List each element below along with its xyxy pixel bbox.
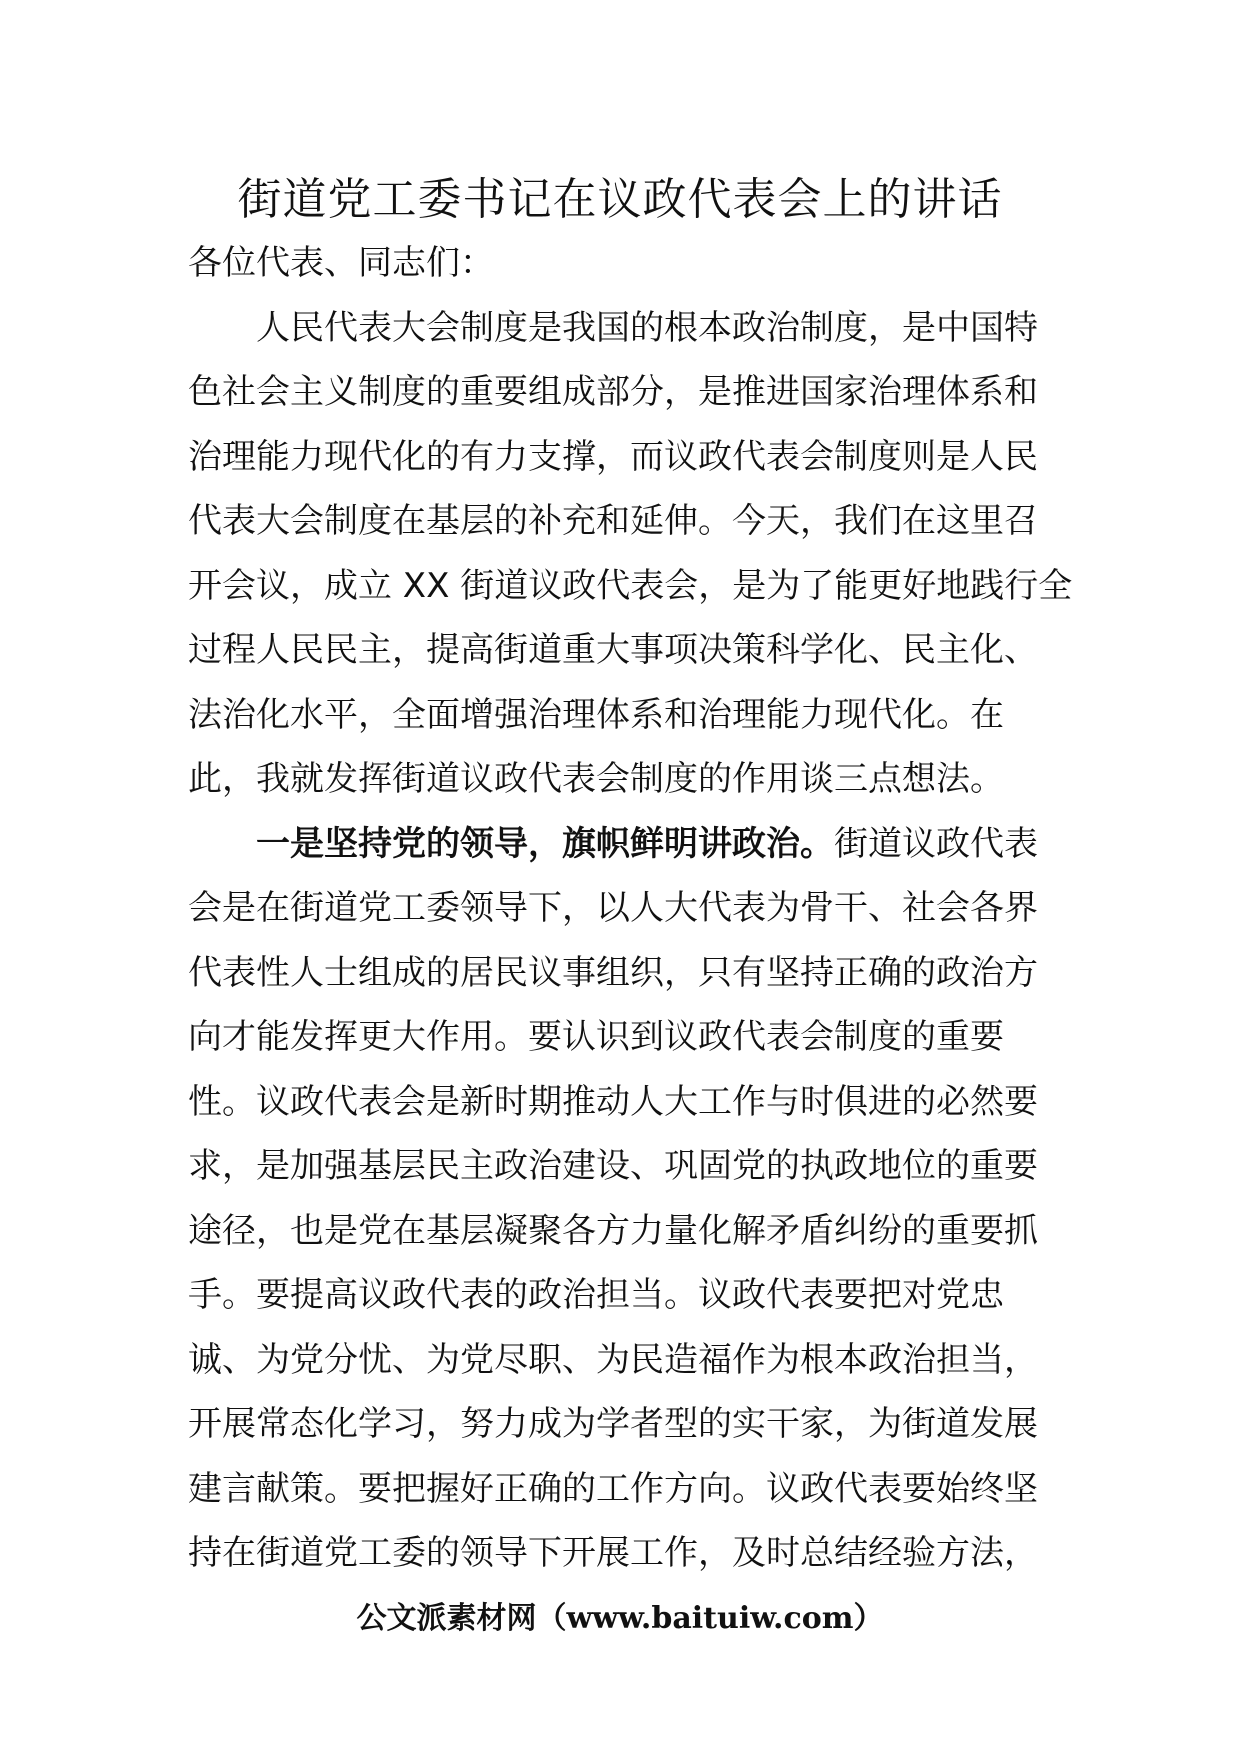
document-title: 街道党工委书记在议政代表会上的讲话 [237, 174, 1003, 225]
paragraph-line: 过程人民民主，提高街道重大事项决策科学化、民主化、 [188, 630, 1038, 670]
document-body [188, 231, 1073, 1586]
paragraph-line: 人民代表大会制度是我国的根本政治制度，是中国特 [256, 307, 1038, 348]
paragraph-line: 建言献策。要把握好正确的工作方向。议政代表要始终坚 [188, 1468, 1038, 1509]
paragraph-line: 开展常态化学习，努力成为学者型的实干家，为街道发展 [188, 1404, 1038, 1444]
paragraph-line: 诚、为党分忧、为党尽职、为民造福作为根本政治担当， [188, 1339, 1038, 1380]
point-heading: 一是坚持党的领导，旗帜鲜明讲政治。 [256, 823, 834, 864]
paragraph-line: 手。要提高议政代表的政治担当。议政代表要把对党忠 [188, 1275, 1004, 1315]
paragraph-line: 向才能发挥更大作用。要认识到议政代表会制度的重要 [188, 1017, 1004, 1057]
paragraph-line: 法治化水平，全面增强治理体系和治理能力现代化。在 [188, 694, 1004, 735]
paragraph-line: 求，是加强基层民主政治建设、巩固党的执政地位的重要 [188, 1146, 1038, 1186]
footer-watermark-text: 公文派素材网（www.baituiw.com） [356, 1601, 884, 1636]
paragraph-line: 途径，也是党在基层凝聚各方力量化解矛盾纠纷的重要抓 [188, 1210, 1038, 1251]
paragraph-line [188, 812, 1053, 877]
paragraph-line: 开会议，成立 XX 街道议政代表会，是为了能更好地践行全 [188, 565, 1073, 606]
salutation: 各位代表、同志们： [188, 243, 494, 283]
paragraph-line: 此，我就发挥街道议政代表会制度的作用谈三点想法。 [188, 759, 1004, 799]
paragraph-line: 治理能力现代化的有力支撑，而议政代表会制度则是人民 [188, 436, 1038, 477]
paragraph-line: 性。议政代表会是新时期推动人大工作与时俱进的必然要 [188, 1081, 1038, 1122]
paragraph-line: 持在街道党工委的领导下开展工作，及时总结经验方法， [188, 1533, 1038, 1573]
paragraph-line: 代表大会制度在基层的补充和延伸。今天，我们在这里召 [188, 501, 1038, 541]
paragraph-line: 色社会主义制度的重要组成部分，是推进国家治理体系和 [188, 372, 1038, 412]
paragraph-line: 代表性人士组成的居民议事组织，只有坚持正确的政治方 [188, 952, 1038, 993]
paragraph-line: 会是在街道党工委领导下，以人大代表为骨干、社会各界 [188, 888, 1038, 928]
paragraph-line-rest: 街道议政代表 [834, 823, 1038, 864]
